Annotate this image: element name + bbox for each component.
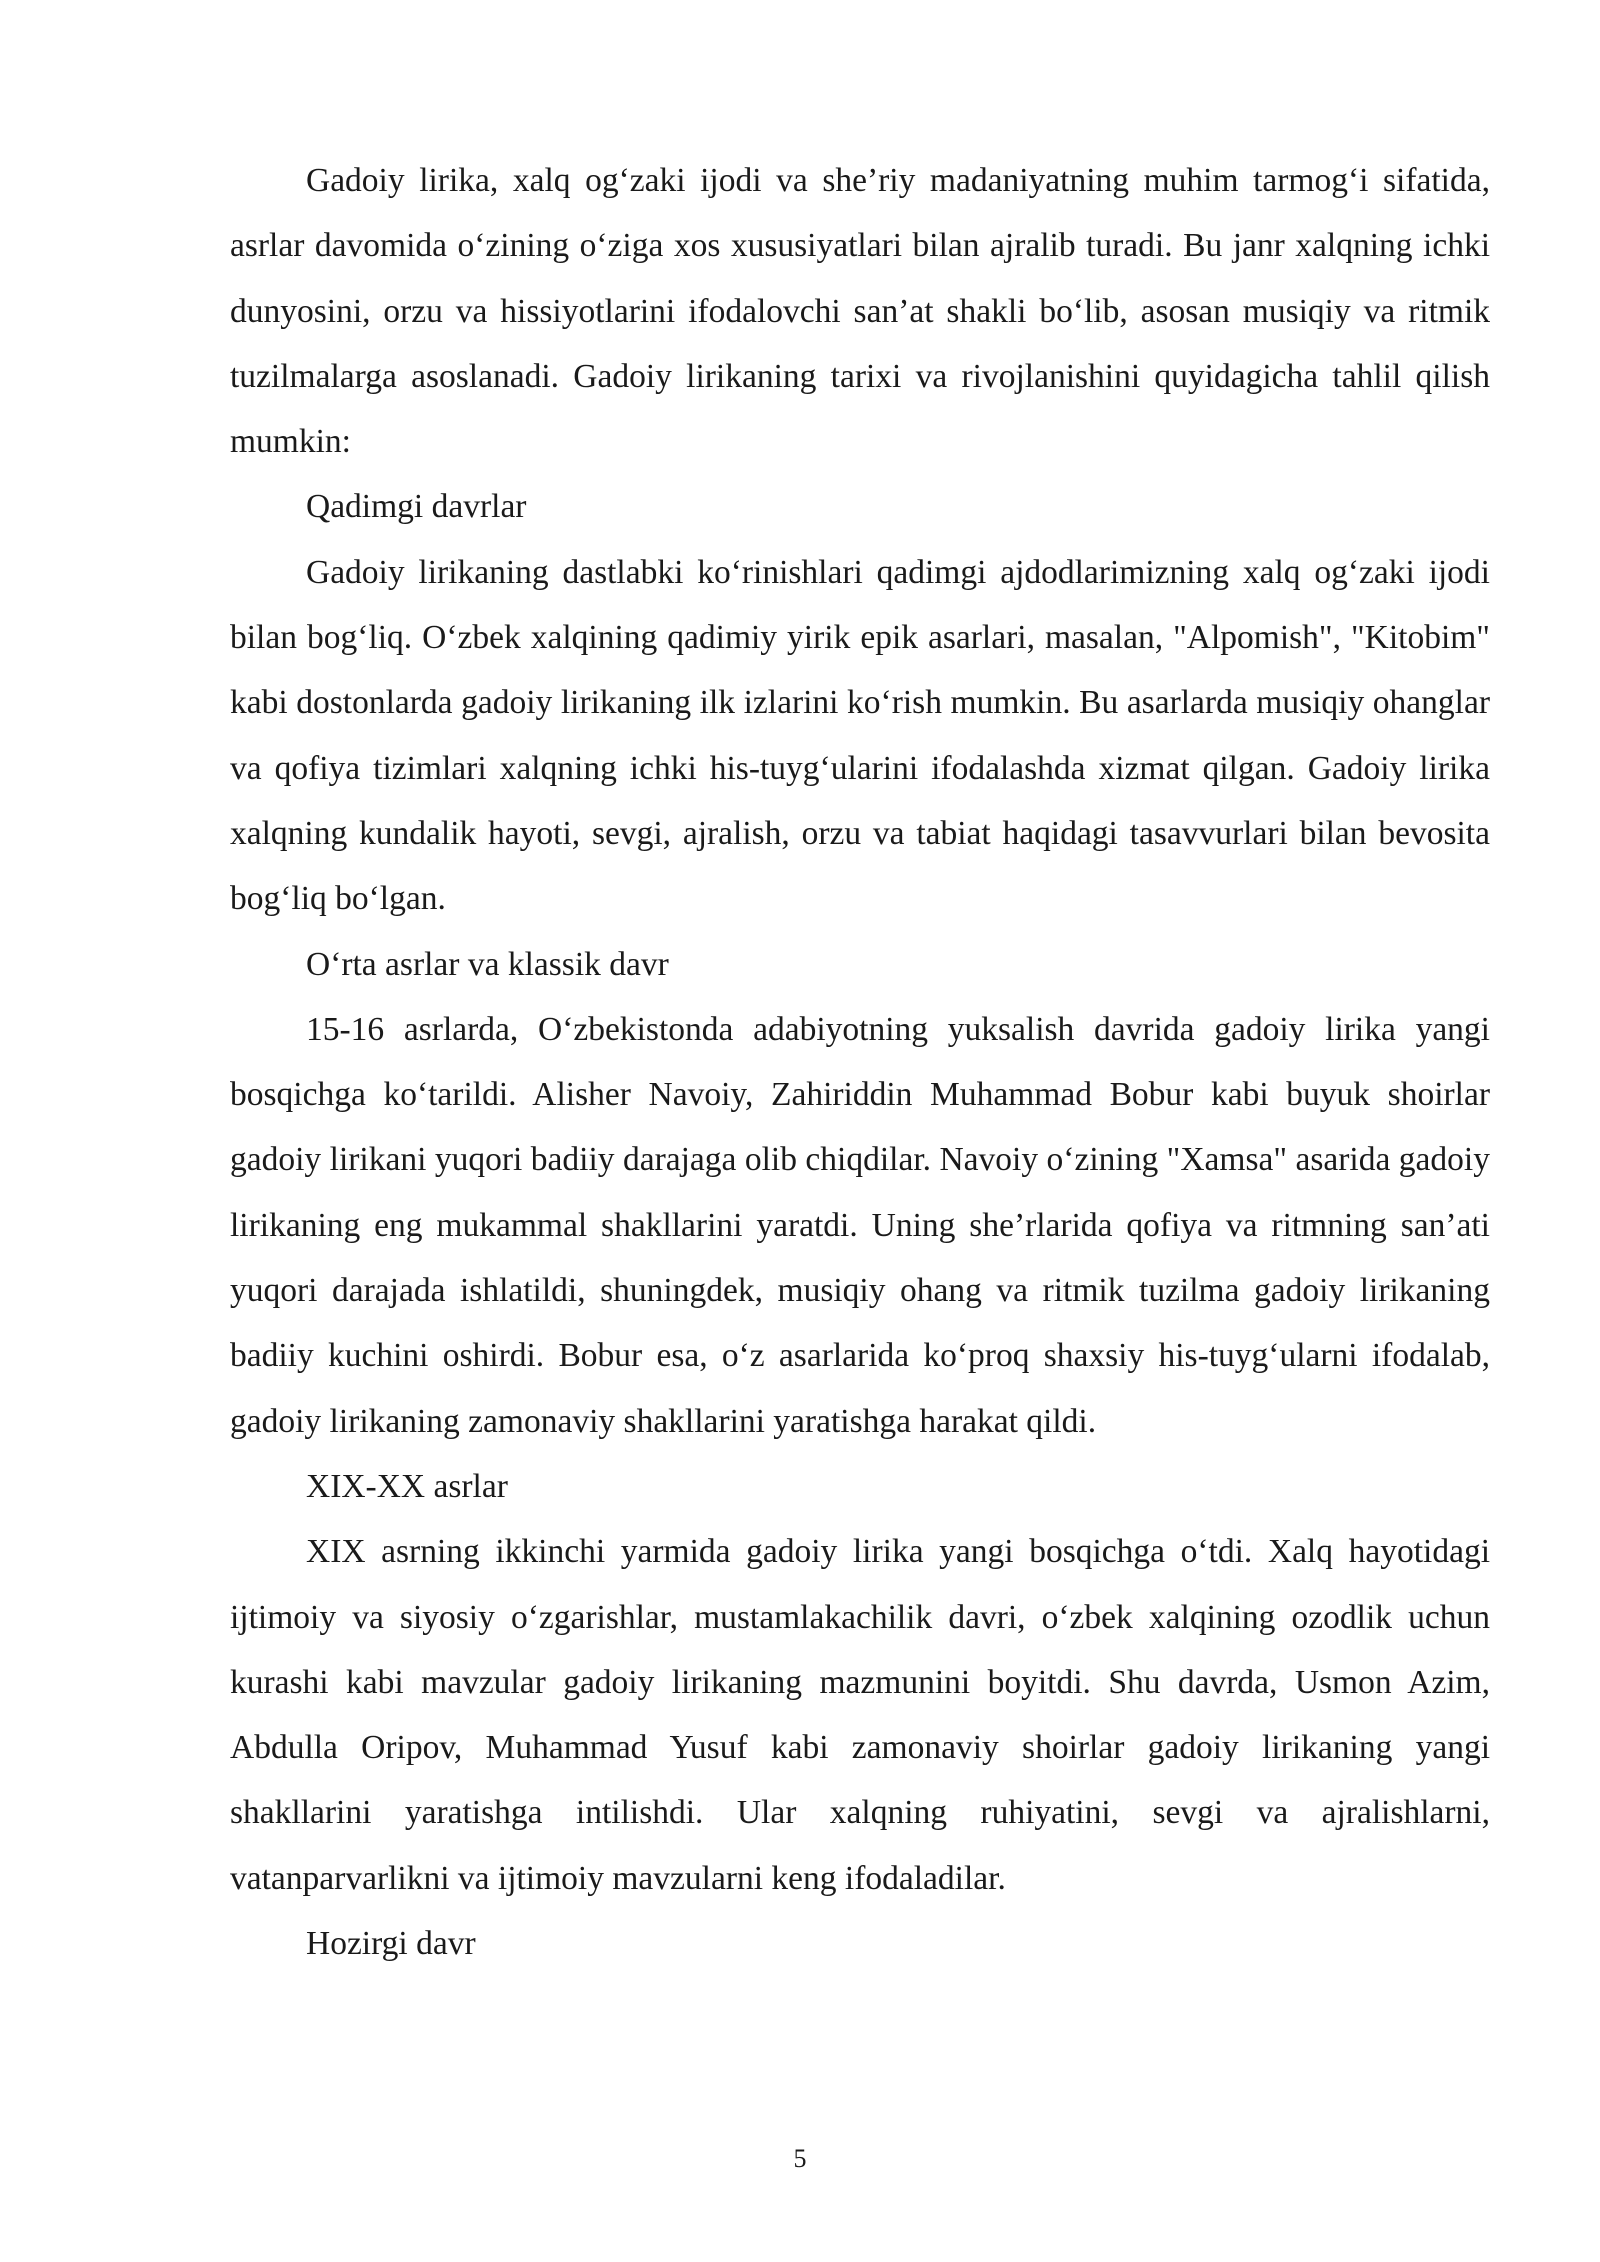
section-heading-present: Hozirgi davr (306, 1925, 476, 1963)
page-body (230, 148, 1490, 1976)
paragraph-ancient: Gadoiy lirikaning dastlabki ko‘rinishlari qadimgi ajdodlarimizning xalq og‘zaki ijodi bilan bog‘liq. O‘zbek xalqining qadimiy yirik epik asarlari, masalan, "Alpomish", "Kitobim" kabi dostonlarda gadoiy lirikaning ilk izlarini ko‘rish mumkin. Bu asarlarda musiqiy ohanglar va qofiya tizimlari xalqning ichki his-tuyg‘ularini ifodalashda xizmat qilgan. Gadoiy lirika xalqning kundalik hayoti, sevgi, ajralish, orzu va tabiat haqidagi tasavvurlari bilan bevosita bog‘liq bo‘lgan. (230, 553, 1490, 918)
paragraph-intro: Gadoiy lirika, xalq og‘zaki ijodi va she’riy madaniyatning muhim tarmog‘i sifatida, asrlar davomida o‘zining o‘ziga xos xususiyatlari bilan ajralib turadi. Bu janr xalqning ichki dunyosini, orzu va hissiyotlarini ifodalovchi san’at shakli bo‘lib, asosan musiqiy va ritmik tuzilmalarga asoslanadi. Gadoiy lirikaning tarixi va rivojlanishini quyidagicha tahlil qilish mumkin: (230, 162, 1490, 461)
section-heading-medieval: O‘rta asrlar va klassik davr (306, 945, 669, 983)
section-heading-ancient: Qadimgi davrlar (306, 488, 527, 526)
paragraph-medieval: 15-16 asrlarda, O‘zbekistonda adabiyotning yuksalish davrida gadoiy lirika yangi bosqichga ko‘tarildi. Alisher Navoiy, Zahiriddin Muhammad Bobur kabi buyuk shoirlar gadoiy lirikani yuqori badiiy darajaga olib chiqdilar. Navoiy o‘zining "Xamsa" asarida gadoiy lirikaning eng mukammal shakllarini yaratdi. Uning she’rlarida qofiya va ritmning san’ati yuqori darajada ishlatildi, shuningdek, musiqiy ohang va ritmik tuzilma gadoiy lirikaning badiiy kuchini oshirdi. Bobur esa, o‘z asarlarida ko‘proq shaxsiy his-tuyg‘ularni ifodalab, gadoiy lirikaning zamonaviy shakllarini yaratishga harakat qildi. (230, 1010, 1490, 1440)
page-number: 5 (793, 2144, 807, 2173)
paragraph-19-20-century: XIX asrning ikkinchi yarmida gadoiy lirika yangi bosqichga o‘tdi. Xalq hayotidagi ijtimoiy va siyosiy o‘zgarishlar, mustamlakachilik davri, o‘zbek xalqining ozodlik uchun kurashi kabi mavzular gadoiy lirikaning mazmunini boyitdi. Shu davrda, Usmon Azim, Abdulla Oripov, Muhammad Yusuf kabi zamonaviy shoirlar gadoiy lirikaning yangi shakllarini yaratishga intilishdi. Ular xalqning ruhiyatini, sevgi va ajralishlarni, vatanparvarlikni va ijtimoiy mavzularni keng ifodaladilar. (230, 1533, 1490, 1897)
section-heading-19-20-century: XIX-XX asrlar (306, 1467, 508, 1505)
